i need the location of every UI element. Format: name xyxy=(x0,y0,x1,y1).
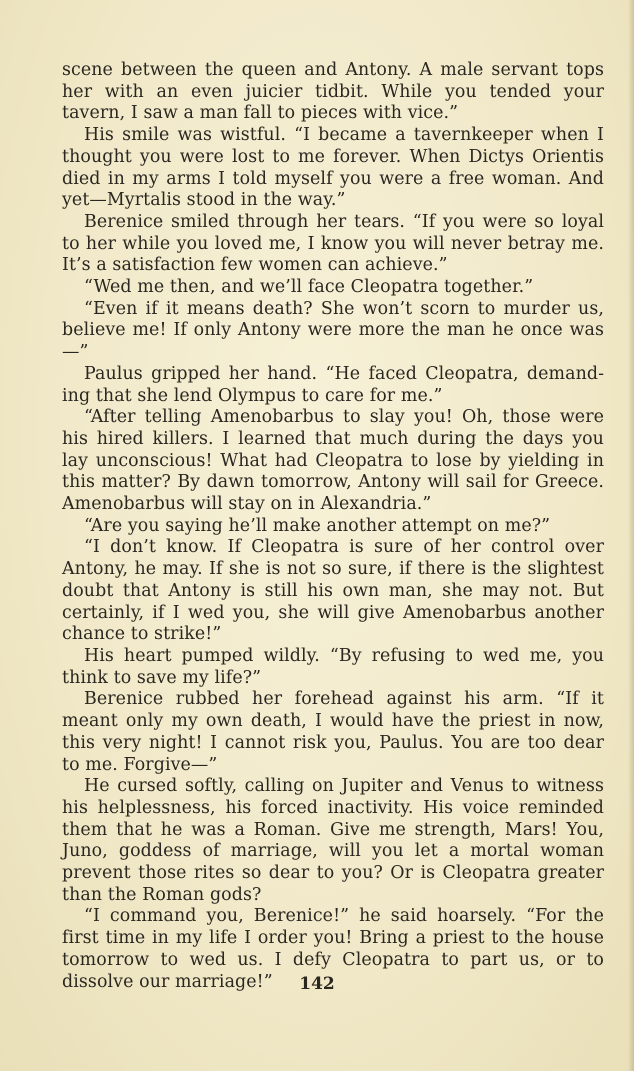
paragraph-12: He cursed softly, calling on Jupiter and Venus to witness his helplessness, his forced inactivity. His voice reminded them that he was a Roman. Give me strength, Mars! You, Juno, goddess of marriage, will you let a mortal woman prevent those rites so dear to you? Or is Cleopatra greater than the Roman gods? xyxy=(62,776,604,905)
paragraph-9: “I don’t know. If Cleopatra is sure of her control over Antony, he may. If she is not so sure, if there is the slightest doubt that Antony is still his own man, she may not. But certainly, if I wed you, she will give Amenobarbus another chance to strike!” xyxy=(62,537,604,645)
paragraph-10: His heart pumped wildly. “By refusing to wed me, you think to save my life?” xyxy=(62,645,604,688)
paragraph-3: Berenice smiled through her tears. “If you were so loyal to her while you loved me, I know you will never betray me. It’s a satisfaction few women can achieve.” xyxy=(62,211,604,276)
paragraph-7: “After telling Amenobarbus to slay you! Oh, those were his hired killers. I learned that much during the days you lay unconscious! What had Cleopatra to lose by yielding in this matter? By dawn tomorrow, Antony will sail for Greece. Amenobarbus will stay on in Alexandria.” xyxy=(62,407,604,515)
page-number: 142 xyxy=(299,974,335,994)
paragraph-4: “Wed me then, and we’ll face Cleopatra together.” xyxy=(84,277,534,298)
paragraph-2: His smile was wistful. “I became a tavernkeeper when I thought you were lost to me forever. When Dictys Orientis died in my arms I told myself you were a free woman. And yet—Myrtalis stood in the way.” xyxy=(62,125,604,211)
paragraph-8: “Are you saying he’ll make another attempt on me?” xyxy=(84,515,551,536)
page-spine-shadow xyxy=(628,0,634,1071)
paragraph-11: Berenice rubbed her forehead against his arm. “If it meant only my own death, I would have the priest in now, this very night! I cannot risk you, Paulus. You are too dear to me. Forgive—” xyxy=(62,689,604,775)
paragraph-5: “Even if it means death? She won’t scorn to murder us, believe me! If only Antony were more the man he once was—” xyxy=(62,298,604,363)
paragraph-13: “I command you, Berenice!” he said hoarsely. “For the first time in my life I order you! Bring a priest to the house tomorrow to wed us. I defy Cleopatra to part us, or to dissolve our marriage!” xyxy=(62,906,604,992)
body-text xyxy=(62,60,604,993)
paragraph-6: Paulus gripped her hand. “He faced Cleopatra, demanding that she lend Olympus to care for me.” xyxy=(62,363,604,406)
paragraph-1: scene between the queen and Antony. A male servant tops her with an even juicier tidbit. While you tended your tavern, I saw a man fall to pieces with vice.” xyxy=(62,60,604,124)
